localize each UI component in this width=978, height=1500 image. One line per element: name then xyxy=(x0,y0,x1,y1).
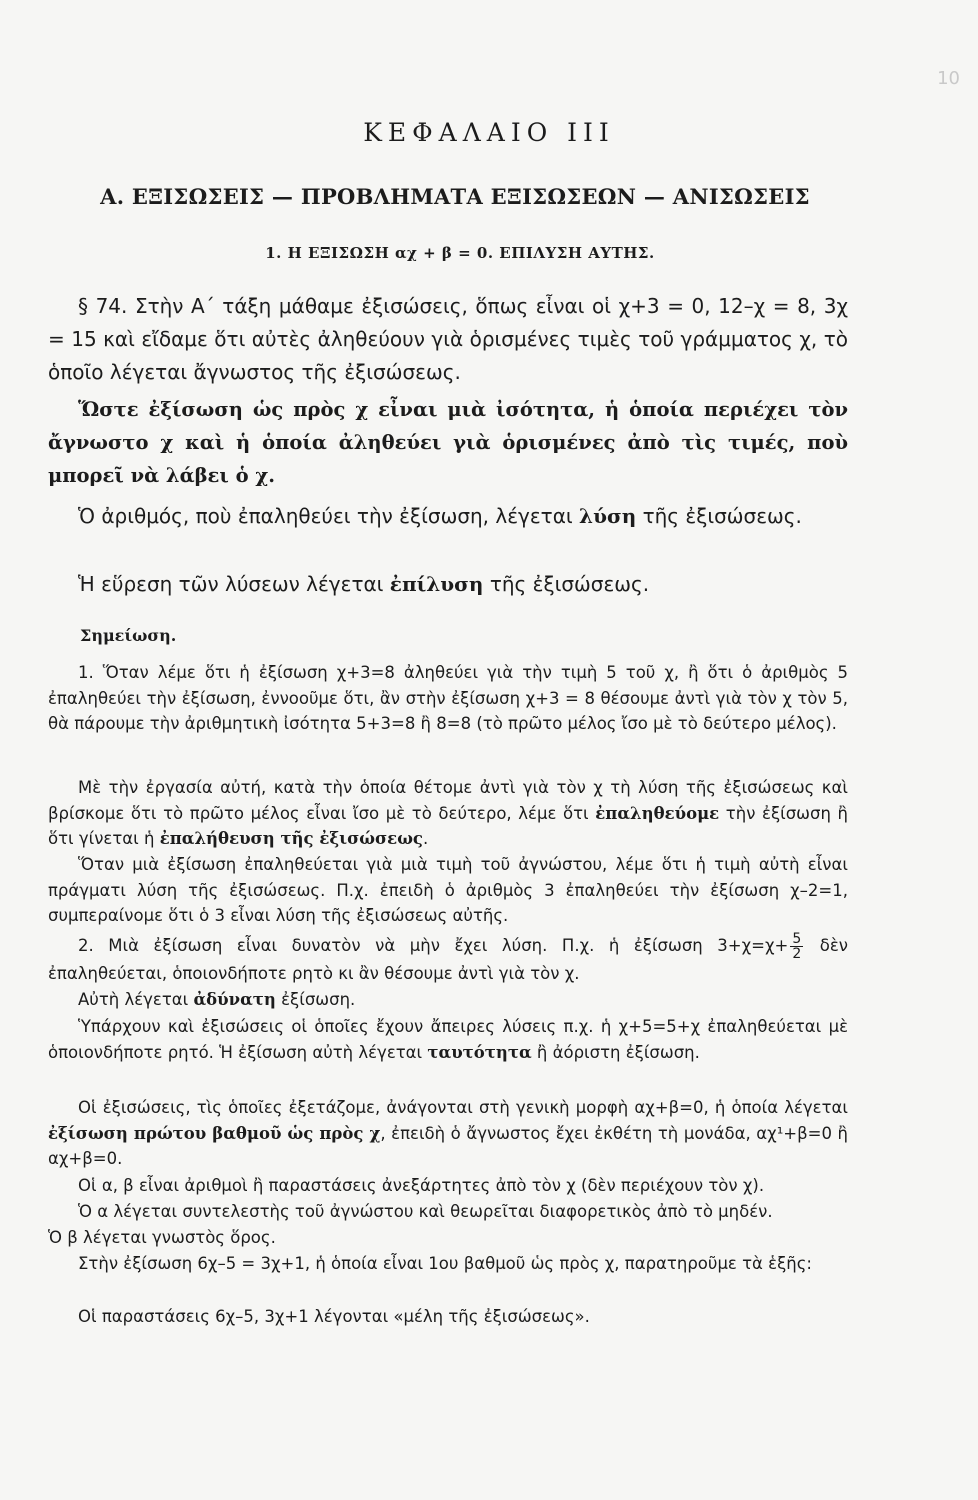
note-2c xyxy=(48,1014,848,1065)
general-form-text: Οἱ ἐξισώσεις, τὶς ὁποῖες ἐξετάζομε, ἀνάγονται στὴ γενικὴ μορφὴ αχ+β=0, ἡ ὁποία λέγεται xyxy=(78,1098,848,1117)
members-text: Οἱ παραστάσεις 6χ–5, 3χ+1 λέγονται «μέλη τῆς ἐξισώσεως». xyxy=(78,1307,590,1326)
solving-definition xyxy=(48,568,848,601)
fraction-denominator: 2 xyxy=(792,946,802,962)
note-1b-end: . xyxy=(422,829,429,848)
term-verify: ἐπαληθεύομε xyxy=(595,803,720,823)
section-title: Α. ΕΞΙΣΩΣΕΙΣ — ΠΡΟΒΛΗΜΑΤΑ ΕΞΙΣΩΣΕΩΝ — ΑΝΙΣΩΣΕΙΣ xyxy=(100,184,810,209)
term-identity: ταυτότητα xyxy=(427,1042,532,1062)
subsection-title: 1. Η ΕΞΙΣΩΣΗ αχ + β = 0. ΕΠΙΛΥΣΗ ΑΥΤΗΣ. xyxy=(265,244,655,262)
note-1b xyxy=(48,775,848,852)
intro-text: § 74. Στὴν Α΄ τάξη μάθαμε ἐξισώσεις, ὅπως εἶναι οἱ χ+3 = 0, 12–χ = 8, 3χ = 15 καὶ εἴδαμε ὅτι αὐτὲς ἀληθεύουν γιὰ ὁρισμένες τιμὲς τοῦ γράμματος χ, τὸ ὁποῖο λέγεται ἄγνωστος τῆς ἐξισώσεως. xyxy=(48,294,848,384)
note-2b-text: Αὐτὴ λέγεται xyxy=(78,990,194,1009)
note-1b-mid: τὴν ἐξίσωση ἢ ὅτι γίνεται ἡ xyxy=(48,803,848,848)
solution-def-text: Ὁ ἀριθμός, ποὺ ἐπαληθεύει τὴν ἐξίσωση, λέγεται xyxy=(78,504,580,528)
constants-text: Οἱ α, β εἶναι ἀριθμοὶ ἢ παραστάσεις ἀνεξάρτητες ἀπὸ τὸν χ (δὲν περιέχουν τὸν χ). xyxy=(78,1176,765,1195)
term-first-degree: ἐξίσωση πρώτου βαθμοῦ ὡς πρὸς χ xyxy=(48,1123,381,1143)
term-solution: λύση xyxy=(579,504,637,528)
note-1c-text: Ὅταν μιὰ ἐξίσωση ἐπαληθεύεται γιὰ μιὰ τιμὴ τοῦ ἀγνώστου, λέμε ὅτι ἡ τιμὴ αὐτὴ εἶναι πράγματι λύση τῆς ἐξισώσεως. Π.χ. ἐπειδὴ ὁ ἀριθμὸς 3 ἐπαληθεύει τὴν ἐξίσωση χ–2=1, συμπεραίνομε ὅτι ὁ 3 εἶναι λύση τῆς ἐξισώσεως αὐτῆς. xyxy=(48,855,848,925)
note-2-text: 2. Μιὰ ἐξίσωση εἶναι δυνατὸν νὰ μὴν ἔχει λύση. Π.χ. ἡ ἐξίσωση 3+χ=χ+ xyxy=(78,936,789,955)
example-paragraph xyxy=(48,1251,848,1277)
definition-paragraph xyxy=(48,393,848,492)
intro-paragraph xyxy=(48,290,848,389)
note-2c-text: Ὑπάρχουν καὶ ἐξισώσεις οἱ ὁποῖες ἔχουν ἄπειρες λύσεις π.χ. ἡ χ+5=5+χ ἐπαληθεύεται μὲ ὁποιονδήποτε ρητό. Ἡ ἐξίσωση αὐτὴ λέγεται xyxy=(48,1017,848,1062)
term-impossible: ἀδύνατη xyxy=(193,990,276,1009)
solution-def-end: τῆς ἐξισώσεως. xyxy=(636,504,802,528)
solving-def-end: τῆς ἐξισώσεως. xyxy=(483,572,650,596)
solution-definition xyxy=(48,500,848,533)
solving-def-text: Ἡ εὕρεση τῶν λύσεων λέγεται xyxy=(78,572,390,596)
fraction xyxy=(790,932,803,961)
note-2c-end: ἢ ἀόριστη ἐξίσωση. xyxy=(531,1042,700,1062)
note-2 xyxy=(48,932,848,987)
term-solving: ἐπίλυση xyxy=(389,572,484,596)
note-1-text: 1. Ὅταν λέμε ὅτι ἡ ἐξίσωση χ+3=8 ἀληθεύει γιὰ τὴν τιμὴ 5 τοῦ χ, ἢ ὅτι ὁ ἀριθμὸς 5 ἐπαληθεύει τὴν ἐξίσωση, ἐννοοῦμε ὅτι, ἂν στὴν ἐξίσωση χ+3 = 8 θέσουμε ἀντὶ γιὰ τὸν χ τὸν 5, θὰ πάρουμε τὴν ἀριθμητικὴ ἰσότητα 5+3=8 ἢ 8=8 (τὸ πρῶτο μέλος ἴσο μὲ τὸ δεύτερο μέλος). xyxy=(48,663,848,733)
coefficient-text: Ὁ α λέγεται συντελεστὴς τοῦ ἀγνώστου καὶ θεωρεῖται διαφορετικὸς ἀπὸ τὸ μηδέν. xyxy=(78,1202,773,1221)
known-term-text: Ὁ β λέγεται γνωστὸς ὅρος. xyxy=(48,1228,276,1247)
example-text: Στὴν ἐξίσωση 6χ–5 = 3χ+1, ἡ ὁποία εἶναι 1ου βαθμοῦ ὡς πρὸς χ, παρατηροῦμε τὰ ἑξῆς: xyxy=(78,1254,812,1273)
note-2b-end: ἐξίσωση. xyxy=(275,990,356,1009)
note-2-end: δὲν ἐπαληθεύεται, ὁποιονδήποτε ρητὸ κι ἂν θέσουμε ἀντὶ γιὰ τὸν χ. xyxy=(48,936,848,983)
chapter-title: ΚΕΦΑΛΑΙΟ ΙΙΙ xyxy=(363,118,615,147)
constants-paragraph xyxy=(48,1173,848,1199)
note-1 xyxy=(48,660,848,737)
note-label: Σημείωση. xyxy=(80,626,177,645)
page-number: 10 xyxy=(937,68,960,89)
fraction-numerator: 5 xyxy=(792,931,802,947)
definition-text: Ὥστε ἐξίσωση ὡς πρὸς χ εἶναι μιὰ ἰσότητα, ἡ ὁποία περιέχει τὸν ἄγνωστο χ καὶ ἡ ὁποία ἀληθεύει γιὰ ὁρισμένες ἀπὸ τὶς τιμές, ποὺ μπορεῖ νὰ λάβει ὁ χ. xyxy=(48,398,848,487)
term-verification: ἐπαλήθευση τῆς ἐξισώσεως xyxy=(159,829,423,848)
members-paragraph xyxy=(48,1304,848,1330)
coefficient-paragraph xyxy=(48,1199,848,1225)
note-1c xyxy=(48,852,848,929)
general-form-paragraph xyxy=(48,1095,848,1172)
general-form-end: , ἐπειδὴ ὁ ἄγνωστος ἔχει ἐκθέτη τὴ μονάδα, αχ¹+β=0 ἢ αχ+β=0. xyxy=(48,1123,849,1168)
known-term-paragraph xyxy=(48,1225,848,1251)
note-1b-text: Μὲ τὴν ἐργασία αὐτή, κατὰ τὴν ὁποία θέτομε ἀντὶ γιὰ τὸν χ τὴ λύση τῆς ἐξισώσεως καὶ βρίσκομε ὅτι τὸ πρῶτο μέλος εἶναι ἴσο μὲ τὸ δεύτερο, λέμε ὅτι xyxy=(48,778,848,823)
note-2b xyxy=(48,987,848,1013)
